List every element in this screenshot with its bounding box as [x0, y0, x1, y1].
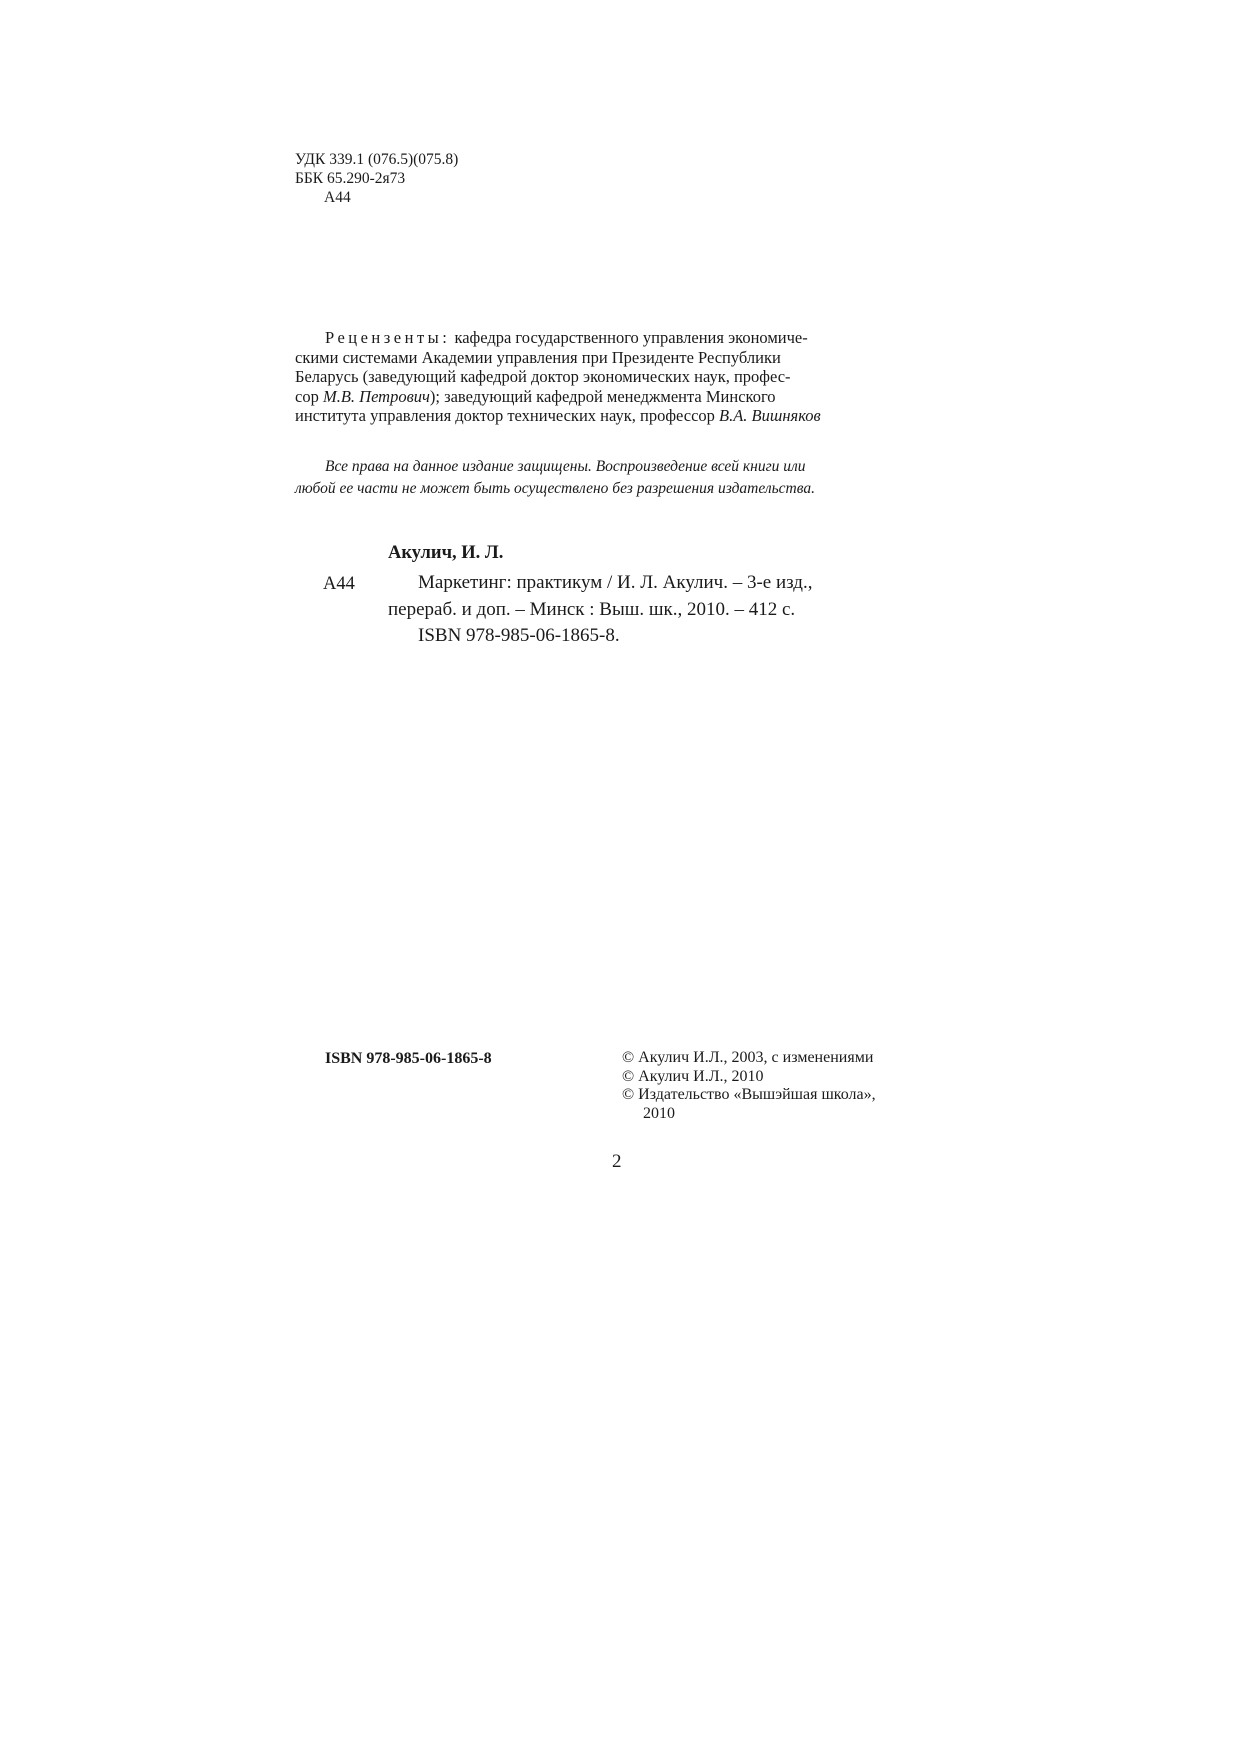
- author-mark: А44: [324, 189, 351, 206]
- reviewers-text: сор: [295, 386, 323, 406]
- bbk-code: ББК 65.290-2я73: [295, 170, 406, 187]
- reviewers-text: скими системами Академии управления при Президенте Республики: [295, 347, 781, 367]
- catalog-author: Акулич, И. Л.: [388, 543, 504, 563]
- reviewers-text: Беларусь (заведующий кафедрой доктор экономических наук, профес-: [295, 367, 791, 386]
- copyright-line: © Акулич И.Л., 2003, с изменениями: [622, 1049, 874, 1066]
- copyright-line: © Издательство «Вышэйшая школа»,: [622, 1086, 876, 1103]
- udk-code: УДК 339.1 (076.5)(075.8): [295, 151, 459, 168]
- classification-block: [295, 150, 458, 207]
- page-number: 2: [612, 1151, 622, 1172]
- footer-isbn: ISBN 978-985-06-1865-8: [325, 1050, 492, 1067]
- reviewers-text: ); заведующий кафедрой менеджмента Минского: [429, 386, 776, 406]
- reviewers-paragraph: [295, 328, 918, 426]
- rights-notice: [295, 456, 918, 500]
- catalog-line: перераб. и доп. – Минск : Выш. шк., 2010. – 412 с.: [388, 598, 796, 620]
- reviewers-text: кафедра государственного управления экономиче-: [454, 328, 808, 347]
- catalog-entry: [388, 570, 918, 650]
- catalog-isbn: ISBN 978-985-06-1865-8.: [418, 625, 620, 646]
- rights-text: Все права на данное издание защищены. Воспроизведение всей книги или: [325, 458, 806, 475]
- reviewers-text: института управления доктор технических наук, профессор: [295, 406, 720, 425]
- catalog-line: Маркетинг: практикум / И. Л. Акулич. – 3-е изд.,: [418, 572, 813, 593]
- copyright-line: 2010: [643, 1104, 675, 1122]
- rights-text: любой ее части не может быть осуществлено без разрешения издательства.: [295, 480, 815, 497]
- catalog-code: А44: [323, 574, 355, 594]
- reviewer-name: М.В. Петрович: [322, 386, 430, 406]
- copyright-block: [622, 1049, 876, 1123]
- copyright-line: © Акулич И.Л., 2010: [622, 1067, 764, 1085]
- reviewer-name: В.А. Вишняков: [719, 406, 821, 425]
- reviewers-label: Рецензенты:: [325, 328, 451, 347]
